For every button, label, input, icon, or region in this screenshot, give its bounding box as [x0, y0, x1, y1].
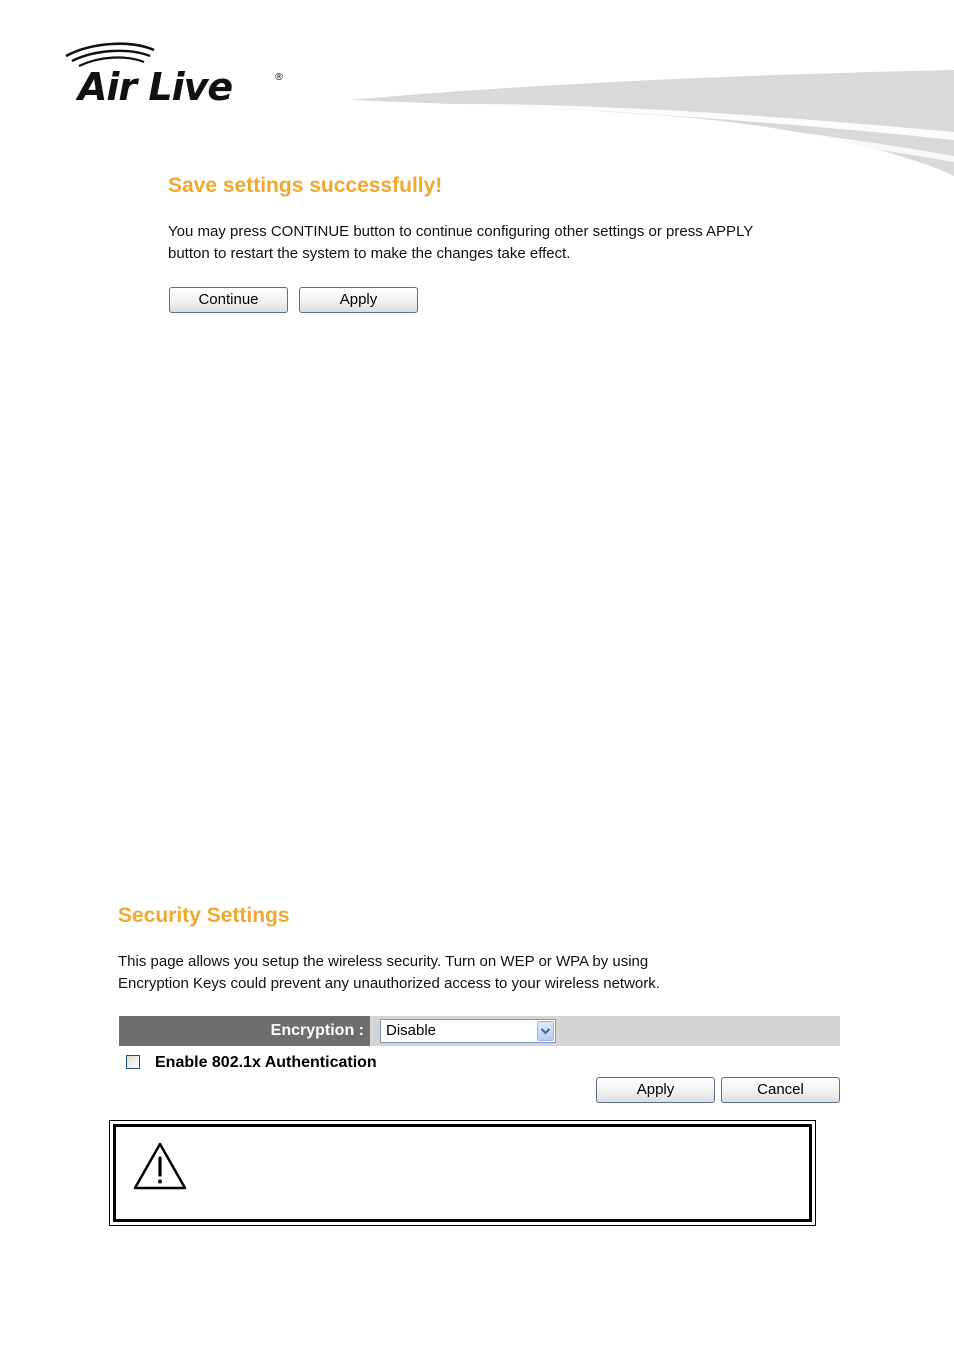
security-apply-button[interactable]: Apply — [596, 1077, 715, 1103]
encryption-select-value: Disable — [386, 1022, 437, 1039]
save-apply-button[interactable]: Apply — [299, 287, 418, 313]
continue-button[interactable]: Continue — [169, 287, 288, 313]
encryption-label-cell — [119, 1016, 370, 1046]
encryption-label: Encryption : — [270, 1022, 364, 1039]
note-box-inner — [113, 1124, 812, 1222]
save-settings-message-line1: You may press CONTINUE button to continue configuring other settings or press APPLY — [168, 223, 754, 240]
registered-mark: ® — [274, 72, 284, 83]
note-box — [109, 1120, 816, 1226]
security-description-line1: This page allows you setup the wireless security. Turn on WEP or WPA by using — [118, 953, 649, 970]
svg-text:Air Live: Air Live — [78, 65, 233, 109]
enable-8021x-checkbox[interactable] — [126, 1055, 140, 1069]
encryption-select[interactable] — [380, 1019, 556, 1043]
save-settings-title: Save settings successfully! — [168, 174, 443, 197]
chevron-down-icon[interactable] — [537, 1021, 554, 1041]
security-description-line2: Encryption Keys could prevent any unauthorized access to your wireless network. — [118, 975, 660, 992]
warning-triangle-icon — [132, 1141, 188, 1191]
save-settings-message-line2: button to restart the system to make the changes take effect. — [168, 245, 571, 262]
enable-8021x-label: Enable 802.1x Authentication — [155, 1054, 377, 1071]
security-cancel-button[interactable]: Cancel — [721, 1077, 840, 1103]
airlive-logo — [62, 40, 292, 110]
encryption-row — [119, 1016, 840, 1046]
security-settings-title: Security Settings — [118, 904, 290, 927]
